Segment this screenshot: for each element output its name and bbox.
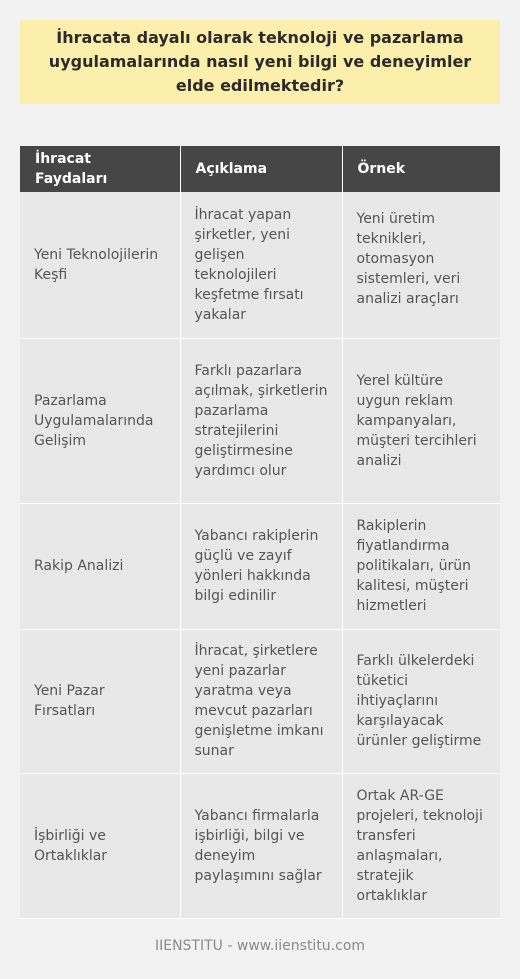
benefit-cell: Pazarlama Uygulamalarında Gelişim [20,338,180,503]
table-header-row [20,146,500,192]
benefit-cell: Yeni Pazar Fırsatları [20,629,180,773]
example-cell: Rakiplerin fiyatlandırma politikaları, ürün kalitesi, müşteri hizmetleri [342,503,500,629]
example-cell: Ortak AR-GE projeleri, teknoloji transferi anlaşmaları, stratejik ortaklıklar [342,773,500,918]
benefit-cell: Rakip Analizi [20,503,180,629]
description-cell: İhracat, şirketlere yeni pazarlar yaratma veya mevcut pazarları genişletme imkanı sunar [180,629,342,773]
table-row [20,338,500,503]
description-cell: Farklı pazarlara açılmak, şirketlerin pazarlama stratejilerini geliştirmesine yardımcı olur [180,338,342,503]
example-cell: Farklı ülkelerdeki tüketici ihtiyaçlarını karşılayacak ürünler geliştirme [342,629,500,773]
table-row [20,773,500,918]
table-row [20,629,500,773]
example-cell: Yeni üretim teknikleri, otomasyon sistemleri, veri analizi araçları [342,192,500,338]
description-cell: Yabancı rakiplerin güçlü ve zayıf yönleri hakkında bilgi edinilir [180,503,342,629]
benefit-cell: İşbirliği ve Ortaklıklar [20,773,180,918]
footer-credit: IIENSTITU - www.iienstitu.com [154,938,366,954]
column-header-example: Örnek [342,146,500,192]
table-row [20,503,500,629]
description-cell: Yabancı firmalarla işbirliği, bilgi ve deneyim paylaşımını sağlar [180,773,342,918]
benefits-table [20,146,500,919]
benefit-cell: Yeni Teknolojilerin Keşfi [20,192,180,338]
example-cell: Yerel kültüre uygun reklam kampanyaları, müşteri tercihleri analizi [342,338,500,503]
title-banner [20,20,500,104]
page-title: İhracata dayalı olarak teknoloji ve pazarlama uygulamalarında nasıl yeni bilgi ve deneyimler elde edilmektedir? [48,28,472,95]
description-cell: İhracat yapan şirketler, yeni gelişen teknolojileri keşfetme fırsatı yakalar [180,192,342,338]
column-header-description: Açıklama [180,146,342,192]
column-header-benefit: İhracat Faydaları [20,146,180,192]
table-row [20,192,500,338]
